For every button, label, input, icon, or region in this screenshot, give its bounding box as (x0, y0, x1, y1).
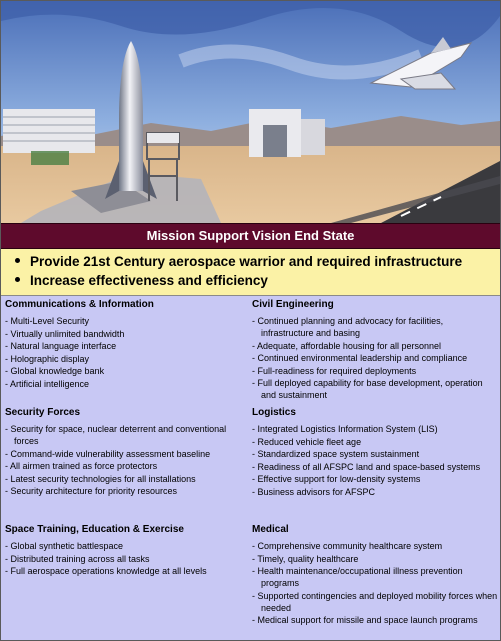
list-item: - Timely, quality healthcare (252, 553, 498, 565)
vision-point: Increase effectiveness and efficiency (15, 271, 500, 290)
list-item: - Health maintenance/occupational illness prevention programs (252, 565, 498, 589)
list-item: - Comprehensive community healthcare system (252, 540, 498, 552)
list-item: - Multi-Level Security (5, 315, 154, 327)
list-item: - Virtually unlimited bandwidth (5, 328, 154, 340)
bullet-icon (15, 277, 20, 282)
list-item: - Readiness of all AFSPC land and space-based systems (252, 461, 480, 473)
list-item: - Holographic display (5, 353, 154, 365)
list-item: - Security for space, nuclear deterrent and conventional forces (5, 423, 245, 447)
list-item: - Medical support for missile and space launch programs (252, 614, 498, 626)
list-item: - Full deployed capability for base development, operation and sustainment (252, 377, 498, 401)
list-item: - Latest security technologies for all installations (5, 473, 245, 485)
list-item: - Effective support for low-density systems (252, 473, 480, 485)
list-item: - Standardized space system sustainment (252, 448, 480, 460)
section-training (5, 524, 207, 578)
list-item: - Command-wide vulnerability assessment baseline (5, 448, 245, 460)
list-item: - Artificial intelligence (5, 378, 154, 390)
list-item: - Full-readiness for required deployments (252, 365, 498, 377)
list-item: - Adequate, affordable housing for all personnel (252, 340, 498, 352)
vision-banner (1, 223, 500, 249)
list-item: - Continued planning and advocacy for facilities, infrastructure and basing (252, 315, 498, 339)
section-heading: Medical (252, 524, 289, 535)
list-item: - All airmen trained as force protectors (5, 460, 245, 472)
section-security (5, 407, 245, 498)
list-item: - Security architecture for priority resources (5, 485, 245, 497)
section-civil-engineering (252, 299, 498, 402)
list-item: - Natural language interface (5, 340, 154, 352)
list-item: - Supported contingencies and deployed mobility forces when needed (252, 590, 498, 614)
vision-point: Provide 21st Century aerospace warrior and required infrastructure (15, 252, 500, 271)
section-heading: Security Forces (5, 407, 81, 418)
bullet-icon (15, 258, 20, 263)
section-heading: Civil Engineering (252, 299, 334, 310)
banner-title: Mission Support Vision End State (146, 228, 355, 243)
list-item: - Business advisors for AFSPC (252, 486, 480, 498)
section-heading: Space Training, Education & Exercise (5, 524, 184, 535)
vision-statements (1, 249, 500, 296)
section-communications (5, 299, 154, 390)
list-item: - Reduced vehicle fleet age (252, 436, 480, 448)
section-logistics (252, 407, 480, 498)
list-item: - Global knowledge bank (5, 365, 154, 377)
section-heading: Logistics (252, 407, 296, 418)
list-item: - Distributed training across all tasks (5, 553, 207, 565)
spaceport-illustration (1, 1, 500, 223)
list-item: - Continued environmental leadership and compliance (252, 352, 498, 364)
list-item: - Global synthetic battlespace (5, 540, 207, 552)
list-item: - Full aerospace operations knowledge at all levels (5, 565, 207, 577)
section-heading: Communications & Information (5, 299, 154, 310)
list-item: - Integrated Logistics Information System (LIS) (252, 423, 480, 435)
section-medical (252, 524, 498, 627)
